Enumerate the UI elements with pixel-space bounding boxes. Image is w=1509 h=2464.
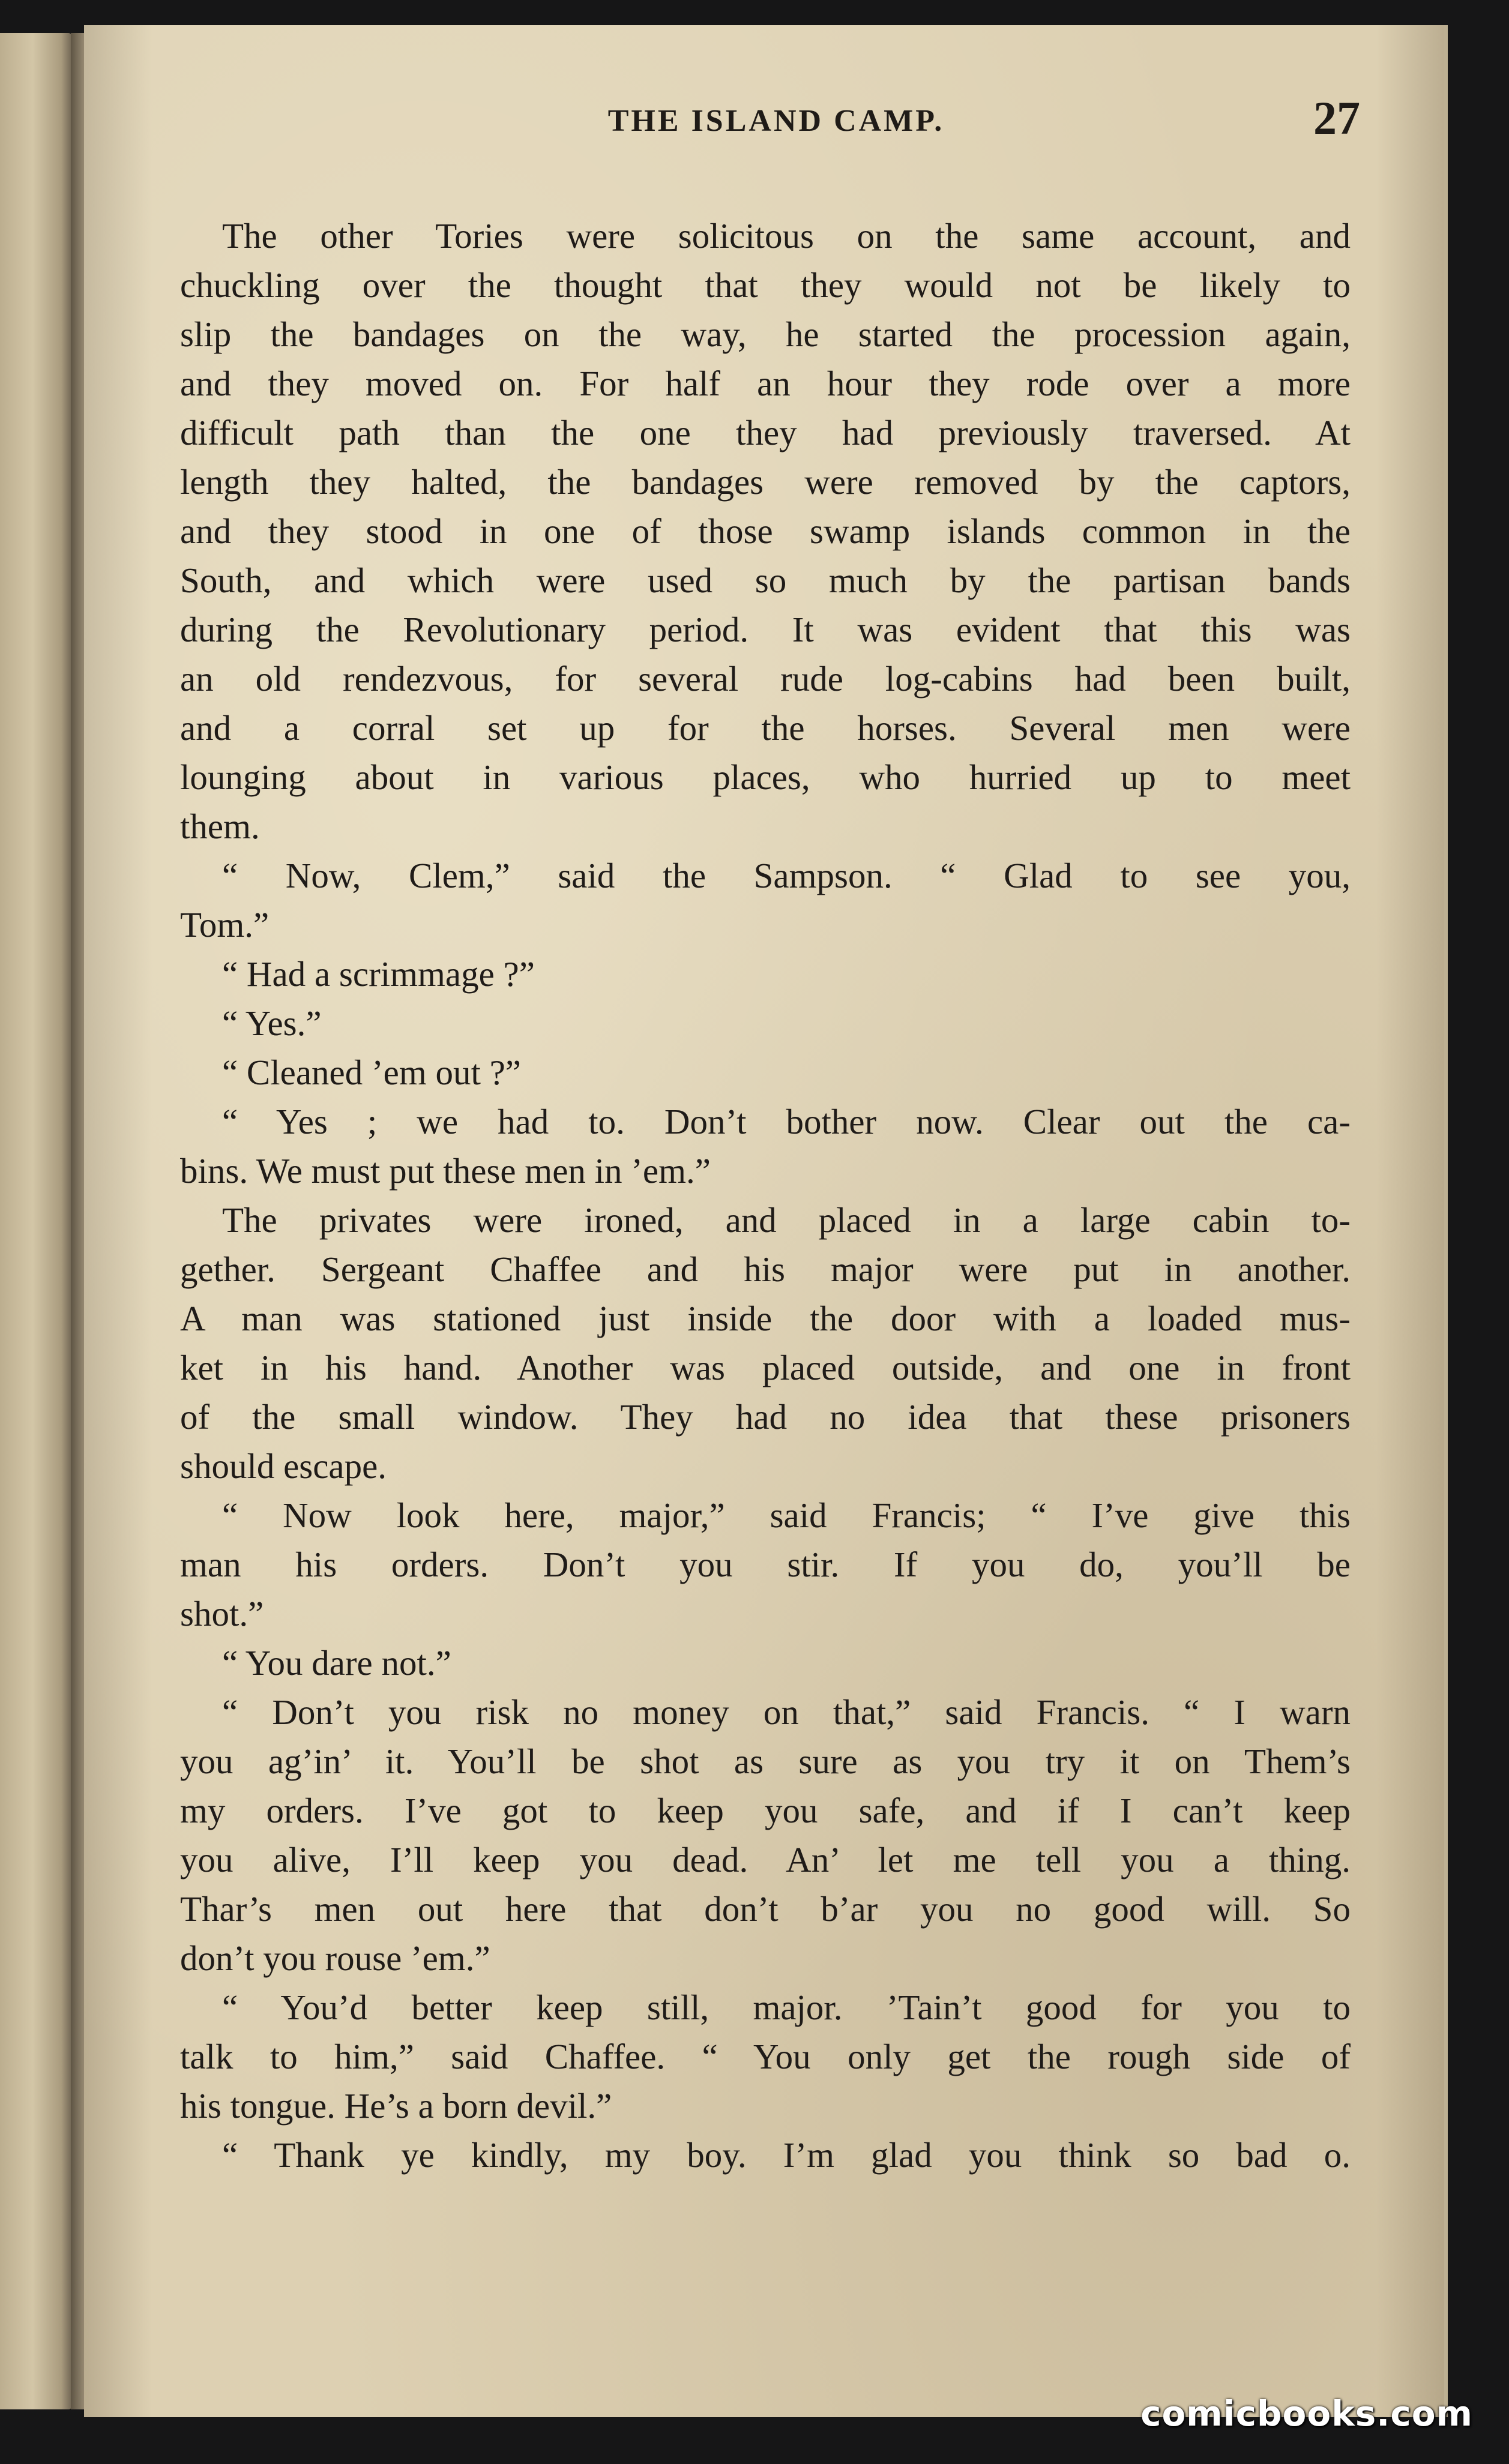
text-line: “ Yes ; we had to. Don’t bother now. Clear out the ca- [222, 1102, 1351, 1141]
text-line: should escape. [180, 1446, 387, 1486]
text-line: A man was stationed just inside the door with a loaded mus- [180, 1299, 1351, 1338]
text-line: during the Revolutionary period. It was evident that this was [180, 610, 1351, 649]
text-line: “ Had a scrimmage ?” [222, 954, 535, 994]
text-line: don’t you rouse ’em.” [180, 1938, 490, 1978]
book-page [84, 25, 1448, 2417]
text-line: an old rendezvous, for several rude log-cabins had been built, [180, 659, 1351, 699]
text-line: man his orders. Don’t you stir. If you do, you’ll be [180, 1545, 1351, 1584]
text-line: “ Now, Clem,” said the Sampson. “ Glad to see you, [222, 856, 1351, 895]
text-line: “ You’d better keep still, major. ’Tain’t good for you to [222, 1988, 1351, 2027]
text-line: “ Thank ye kindly, my boy. I’m glad you think so bad o. [222, 2135, 1351, 2175]
text-line: you ag’in’ it. You’ll be shot as sure as you try it on Them’s [180, 1741, 1351, 1781]
text-line: South, and which were used so much by the partisan bands [180, 560, 1351, 600]
text-line: and they stood in one of those swamp islands common in the [180, 511, 1351, 551]
text-line: and they moved on. For half an hour they rode over a more [180, 364, 1351, 403]
text-line: and a corral set up for the horses. Several men were [180, 708, 1351, 748]
text-line: “ Yes.” [222, 1003, 322, 1043]
text-line: difficult path than the one they had previously traversed. At [180, 413, 1351, 452]
chapter-title: THE ISLAND CAMP. [607, 104, 945, 138]
text-line: of the small window. They had no idea that these prisoners [180, 1397, 1351, 1437]
text-line: “ You dare not.” [222, 1643, 451, 1683]
text-line: length they halted, the bandages were removed by the captors, [180, 462, 1351, 502]
text-line: bins. We must put these men in ’em.” [180, 1151, 711, 1191]
text-line: “ Don’t you risk no money on that,” said Francis. “ I warn [222, 1692, 1351, 1732]
text-line: “ Cleaned ’em out ?” [222, 1053, 521, 1092]
text-line: chuckling over the thought that they would not be likely to [180, 265, 1351, 305]
site-watermark: comicbooks.com [1140, 2393, 1473, 2434]
text-line: The privates were ironed, and placed in a large cabin to- [222, 1200, 1351, 1240]
text-line: them. [180, 807, 260, 846]
text-line: you alive, I’ll keep you dead. An’ let me tell you a thing. [180, 1840, 1351, 1880]
text-line: slip the bandages on the way, he started the procession again, [180, 314, 1351, 354]
running-head [192, 91, 1360, 157]
text-line: lounging about in various places, who hurried up to meet [180, 757, 1351, 797]
text-line: Thar’s men out here that don’t b’ar you no good will. So [180, 1889, 1351, 1929]
text-line: talk to him,” said Chaffee. “ You only get the rough side of [180, 2037, 1351, 2076]
text-line: gether. Sergeant Chaffee and his major were put in another. [180, 1249, 1351, 1289]
text-line: “ Now look here, major,” said Francis; “ I’ve give this [222, 1495, 1351, 1535]
body-text [180, 211, 1351, 2180]
text-line: my orders. I’ve got to keep you safe, and if I can’t keep [180, 1791, 1351, 1830]
text-line: his tongue. He’s a born devil.” [180, 2086, 612, 2126]
page-number: 27 [1313, 92, 1360, 144]
text-line: Tom.” [180, 905, 270, 945]
facing-page-edge [0, 33, 72, 2409]
text-line: The other Tories were solicitous on the same account, and [222, 216, 1351, 256]
text-line: ket in his hand. Another was placed outside, and one in front [180, 1348, 1351, 1387]
text-line: shot.” [180, 1594, 264, 1633]
